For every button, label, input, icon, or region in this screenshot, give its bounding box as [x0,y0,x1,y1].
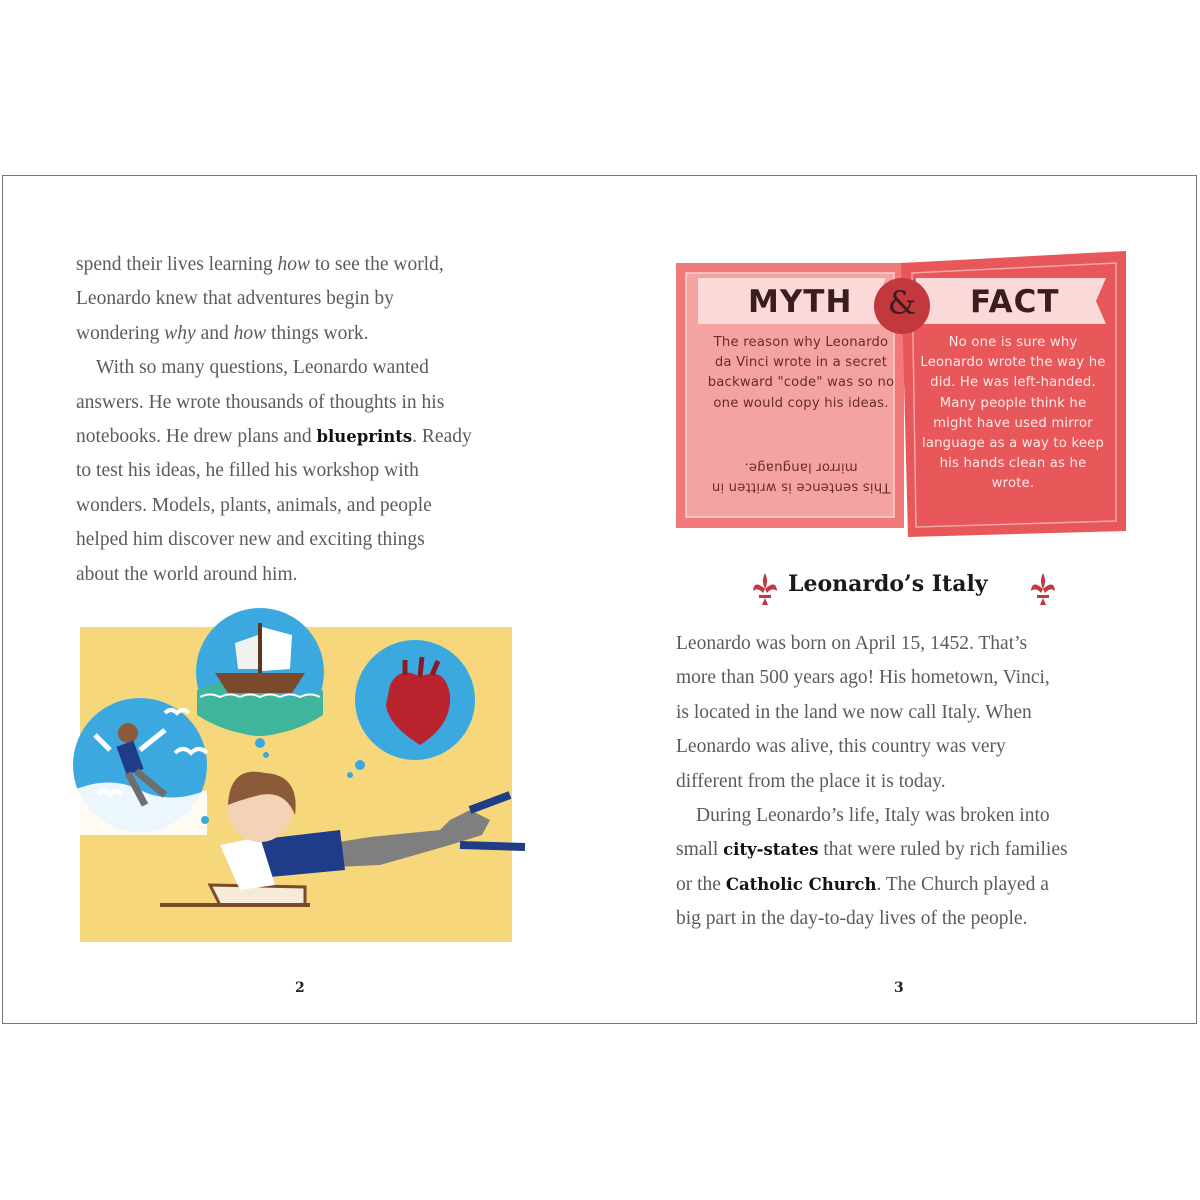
glossary-term: Catholic Church [725,874,877,894]
text-line: to test his ideas, he filled his workshop with [76,460,419,482]
page-number-right: 3 [894,980,904,996]
text-line: different from the place it is today. [676,770,946,792]
text-line: about the world around him. [76,563,298,585]
text-line: During Leonardo’s life, Italy was broken into [696,805,1050,827]
right-page-body [676,627,1146,937]
myth-heading: MYTH [748,284,853,320]
fact-heading: FACT [970,284,1060,320]
text-line: more than 500 years ago! His hometown, Vinci, [676,667,1050,689]
bird-icon [165,710,189,713]
fleur-de-lis-icon [750,571,780,607]
text-line: answers. He wrote thousands of thoughts in his [76,391,445,413]
section-heading [750,571,1060,611]
text-line: Leonardo was alive, this country was very [676,736,1006,758]
glossary-term: city-states [723,840,819,860]
mirror-language-text: This sentence is written in mirror language. [711,459,891,495]
text-line: Leonardo knew that adventures begin by [76,288,394,310]
text-line: is located in the land we now call Italy. When [676,701,1032,723]
text-line: small city-states that were ruled by rich families [676,839,1068,861]
text-line: helped him discover new and exciting things [76,529,425,551]
text-line: Leonardo was born on April 15, 1452. That’s [676,633,1028,654]
text-line: notebooks. He drew plans and blueprints. Ready [76,426,472,448]
text-line: wondering why and how things work. [76,322,369,344]
leonardo-dreaming-illustration [70,605,540,950]
text-line: spend their lives learning how to see the world, [76,254,444,275]
text-line: or the Catholic Church. The Church played a [676,873,1049,895]
text-line: With so many questions, Leonardo wanted [96,357,429,379]
glossary-term: blueprints [316,427,413,447]
page-number-left: 2 [295,980,305,996]
ampersand-symbol: & [887,284,917,322]
fleur-de-lis-icon [1028,571,1058,607]
text-line: big part in the day-to-day lives of the people. [676,908,1028,930]
left-page-body [76,248,546,592]
myth-text: The reason why Leonardo da Vinci wrote in a secret backward "code" was so no one would copy his ideas. [707,335,895,411]
text-line: wonders. Models, plants, animals, and people [76,494,432,516]
fact-text: No one is sure why Leonardo wrote the way he did. He was left-handed. Many people think he might have used mirror language as a way to keep his hands clean as he wrote. [920,335,1106,492]
section-title: Leonardo’s Italy [788,571,988,597]
